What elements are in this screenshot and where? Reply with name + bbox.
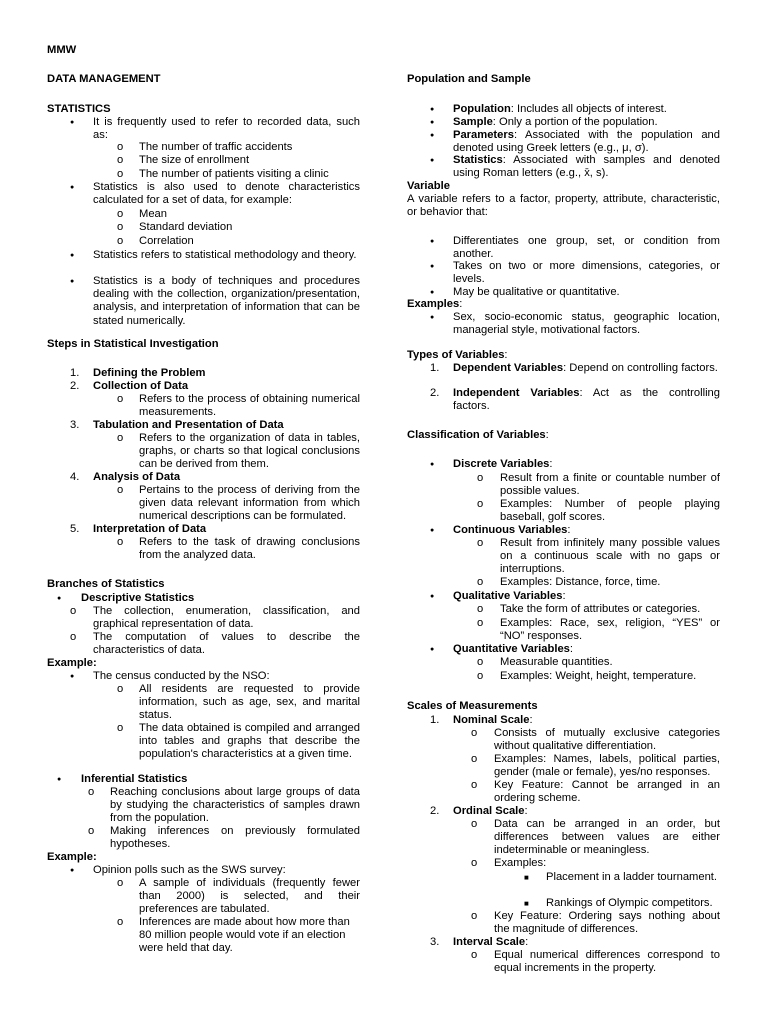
- step-2-desc: Refers to the process of obtaining numerical measurements.: [139, 393, 360, 419]
- classification-heading: Classification of Variables:: [407, 429, 549, 441]
- ordinal-item-2: Examples:: [494, 857, 547, 869]
- circle-bullet-icon: o: [117, 154, 124, 166]
- circle-bullet-icon: o: [117, 877, 124, 889]
- bullet-icon: ●: [430, 238, 435, 245]
- discrete-variables: Discrete Variables:: [453, 458, 553, 470]
- bullet-icon: ●: [430, 132, 435, 139]
- example-1: The census conducted by the NSO:: [93, 670, 270, 682]
- descriptive-statistics: Descriptive Statistics: [81, 592, 195, 604]
- quantitative-variables: Quantitative Variables:: [453, 643, 574, 655]
- bullet-icon: ●: [70, 184, 75, 191]
- sample-item: Sample: Only a portion of the population.: [453, 116, 658, 128]
- example-label: Example:: [47, 851, 97, 863]
- quantitative-item-1: Measurable quantities.: [500, 656, 613, 668]
- quantitative-item-2: Examples: Weight, height, temperature.: [500, 670, 697, 682]
- ordinal-item-3: Key Feature: Ordering says nothing about the magnitude of differences.: [494, 910, 720, 936]
- population-item: Population: Includes all objects of interest.: [453, 103, 667, 115]
- square-bullet-icon: ■: [524, 873, 529, 882]
- bullet-icon: ●: [430, 106, 435, 113]
- qualitative-item-2: Examples: Race, sex, religion, “YES” or “NO” responses.: [500, 617, 720, 643]
- inferential-item-1: Reaching conclusions about large groups of data by studying the characteristics of samples drawn from the population.: [110, 786, 360, 825]
- scale-number: 1.: [430, 714, 440, 726]
- scale-number: 3.: [430, 936, 440, 948]
- example-1-item-2: The data obtained is compiled and arranged into tables and graphs that describe the population's characteristics at a given time.: [139, 722, 360, 761]
- step-4: Analysis of Data: [93, 471, 181, 483]
- circle-bullet-icon: o: [471, 910, 478, 922]
- circle-bullet-icon: o: [70, 631, 77, 643]
- step-5: Interpretation of Data: [93, 523, 207, 535]
- ordinal-example-2: Rankings of Olympic competitors.: [546, 897, 713, 909]
- circle-bullet-icon: o: [471, 857, 478, 869]
- bullet-icon: ●: [57, 776, 62, 783]
- bullet-icon: ●: [430, 527, 435, 534]
- statistics-bullet-2: Statistics is also used to denote characteristics calculated for a set of data, for example:: [93, 181, 360, 207]
- step-2: Collection of Data: [93, 380, 189, 392]
- bullet-icon: ●: [430, 593, 435, 600]
- example-2: Opinion polls such as the SWS survey:: [93, 864, 286, 876]
- step-number: 1.: [70, 367, 80, 379]
- list-item: Mean: [139, 208, 167, 220]
- step-5-desc: Refers to the task of drawing conclusions from the analyzed data.: [139, 536, 360, 562]
- circle-bullet-icon: o: [117, 141, 124, 153]
- example-2-item-2: Inferences are made about how more than 80 million people would vote if an election were held that day.: [139, 916, 350, 955]
- circle-bullet-icon: o: [471, 727, 478, 739]
- bullet-icon: ●: [70, 278, 75, 285]
- variable-item-2: Takes on two or more dimensions, categories, or levels.: [453, 260, 720, 286]
- list-item: Standard deviation: [139, 221, 233, 233]
- circle-bullet-icon: o: [117, 168, 124, 180]
- descriptive-item-2: The computation of values to describe the characteristics of data.: [93, 631, 360, 657]
- document-header: MMW: [47, 44, 77, 56]
- circle-bullet-icon: o: [471, 949, 478, 961]
- inferential-statistics: Inferential Statistics: [81, 773, 188, 785]
- statistics-item: Statistics: Associated with samples and denoted using Roman letters (e.g., x̄, s).: [453, 154, 720, 180]
- circle-bullet-icon: o: [88, 825, 95, 837]
- qualitative-variables: Qualitative Variables:: [453, 590, 566, 602]
- section-heading-population-sample: Population and Sample: [407, 73, 531, 85]
- circle-bullet-icon: o: [477, 498, 484, 510]
- circle-bullet-icon: o: [88, 786, 95, 798]
- circle-bullet-icon: o: [117, 916, 124, 928]
- circle-bullet-icon: o: [471, 753, 478, 765]
- parameters-item: Parameters: Associated with the population and denoted using Greek letters (e.g., μ, σ).: [453, 129, 720, 155]
- bullet-icon: ●: [70, 867, 75, 874]
- circle-bullet-icon: o: [117, 393, 124, 405]
- example-2-item-1: A sample of individuals (frequently fewer than 2000) is selected, and their preferences are tabulated.: [139, 877, 360, 916]
- type-number: 1.: [430, 362, 440, 374]
- circle-bullet-icon: o: [117, 221, 124, 233]
- list-item: The number of traffic accidents: [139, 141, 293, 153]
- step-number: 5.: [70, 523, 80, 535]
- continuous-variables: Continuous Variables:: [453, 524, 571, 536]
- circle-bullet-icon: o: [117, 432, 124, 444]
- variable-item-3: May be qualitative or quantitative.: [453, 286, 620, 298]
- step-number: 3.: [70, 419, 80, 431]
- examples-item: Sex, socio-economic status, geographic location, managerial style, motivational factors.: [453, 311, 720, 337]
- bullet-icon: ●: [430, 263, 435, 270]
- examples-label: Examples:: [407, 298, 463, 310]
- type-number: 2.: [430, 387, 440, 399]
- bullet-icon: ●: [430, 461, 435, 468]
- qualitative-item-1: Take the form of attributes or categories.: [500, 603, 701, 615]
- interval-scale: Interval Scale:: [453, 936, 529, 948]
- circle-bullet-icon: o: [471, 779, 478, 791]
- circle-bullet-icon: o: [117, 683, 124, 695]
- ordinal-item-1: Data can be arranged in an order, but differences between values are either indeterminable or meaningless.: [494, 818, 720, 857]
- step-number: 4.: [70, 471, 80, 483]
- bullet-icon: ●: [70, 119, 75, 126]
- continuous-item-2: Examples: Distance, force, time.: [500, 576, 661, 588]
- descriptive-item-1: The collection, enumeration, classification, and graphical representation of data.: [93, 605, 360, 631]
- statistics-bullet-3: Statistics refers to statistical methodology and theory.: [93, 249, 357, 261]
- ordinal-scale: Ordinal Scale:: [453, 805, 528, 817]
- step-4-desc: Pertains to the process of deriving from the given data relevant information from which numerical descriptions can be formulated.: [139, 484, 360, 523]
- interval-item-1: Equal numerical differences correspond to equal increments in the property.: [494, 949, 720, 975]
- circle-bullet-icon: o: [477, 472, 484, 484]
- circle-bullet-icon: o: [117, 536, 124, 548]
- bullet-icon: ●: [430, 157, 435, 164]
- variable-definition: A variable refers to a factor, property, attribute, characteristic, or behavior that:: [407, 193, 720, 219]
- bullet-icon: ●: [430, 119, 435, 126]
- section-heading-branches: Branches of Statistics: [47, 578, 165, 590]
- square-bullet-icon: ■: [524, 899, 529, 908]
- example-label: Example:: [47, 657, 97, 669]
- list-item: The size of enrollment: [139, 154, 250, 166]
- circle-bullet-icon: o: [117, 235, 124, 247]
- bullet-icon: ●: [57, 595, 62, 602]
- nominal-item-1: Consists of mutually exclusive categories without qualitative differentiation.: [494, 727, 720, 753]
- bullet-icon: ●: [430, 314, 435, 321]
- circle-bullet-icon: o: [477, 670, 484, 682]
- bullet-icon: ●: [430, 289, 435, 296]
- circle-bullet-icon: o: [477, 603, 484, 615]
- continuous-item-1: Result from infinitely many possible values on a continuous scale with no gaps or interruptions.: [500, 537, 720, 576]
- bullet-icon: ●: [430, 646, 435, 653]
- nominal-scale: Nominal Scale:: [453, 714, 533, 726]
- section-heading-scales: Scales of Measurements: [407, 700, 538, 712]
- dependent-variables: Dependent Variables: Depend on controlling factors.: [453, 362, 718, 374]
- variable-item-1: Differentiates one group, set, or condition from another.: [453, 235, 720, 261]
- statistics-bullet-4: Statistics is a body of techniques and procedures dealing with the collection, organization/presentation, analysis, and interpretation of information that can be stated numerically.: [93, 275, 360, 327]
- circle-bullet-icon: o: [477, 656, 484, 668]
- section-heading-statistics: STATISTICS: [47, 103, 111, 115]
- section-heading-data-management: DATA MANAGEMENT: [47, 73, 161, 85]
- example-1-item-1: All residents are requested to provide information, such as age, sex, and marital status.: [139, 683, 360, 722]
- circle-bullet-icon: o: [471, 818, 478, 830]
- step-3-desc: Refers to the organization of data in tables, graphs, or charts so that logical conclusions can be derived from them.: [139, 432, 360, 471]
- discrete-item-2: Examples: Number of people playing baseball, golf scores.: [500, 498, 720, 524]
- step-1: Defining the Problem: [93, 367, 206, 379]
- step-number: 2.: [70, 380, 80, 392]
- section-heading-variable: Variable: [407, 180, 450, 192]
- types-heading: Types of Variables:: [407, 349, 508, 361]
- circle-bullet-icon: o: [477, 576, 484, 588]
- nominal-item-2: Examples: Names, labels, political parties, gender (male or female), yes/no responses.: [494, 753, 720, 779]
- inferential-item-2: Making inferences on previously formulated hypotheses.: [110, 825, 360, 851]
- statistics-bullet-1: It is frequently used to refer to recorded data, such as:: [93, 116, 360, 142]
- list-item: Correlation: [139, 235, 194, 247]
- circle-bullet-icon: o: [477, 617, 484, 629]
- ordinal-example-1: Placement in a ladder tournament.: [546, 871, 718, 883]
- step-3: Tabulation and Presentation of Data: [93, 419, 284, 431]
- circle-bullet-icon: o: [477, 537, 484, 549]
- circle-bullet-icon: o: [117, 484, 124, 496]
- circle-bullet-icon: o: [70, 605, 77, 617]
- bullet-icon: ●: [70, 252, 75, 259]
- scale-number: 2.: [430, 805, 440, 817]
- circle-bullet-icon: o: [117, 208, 124, 220]
- independent-variables: Independent Variables: Act as the controlling factors.: [453, 387, 721, 413]
- discrete-item-1: Result from a finite or countable number of possible values.: [500, 472, 720, 498]
- circle-bullet-icon: o: [117, 722, 124, 734]
- nominal-item-3: Key Feature: Cannot be arranged in an ordering scheme.: [494, 779, 720, 805]
- section-heading-steps: Steps in Statistical Investigation: [47, 338, 219, 350]
- bullet-icon: ●: [70, 673, 75, 680]
- list-item: The number of patients visiting a clinic: [139, 168, 329, 180]
